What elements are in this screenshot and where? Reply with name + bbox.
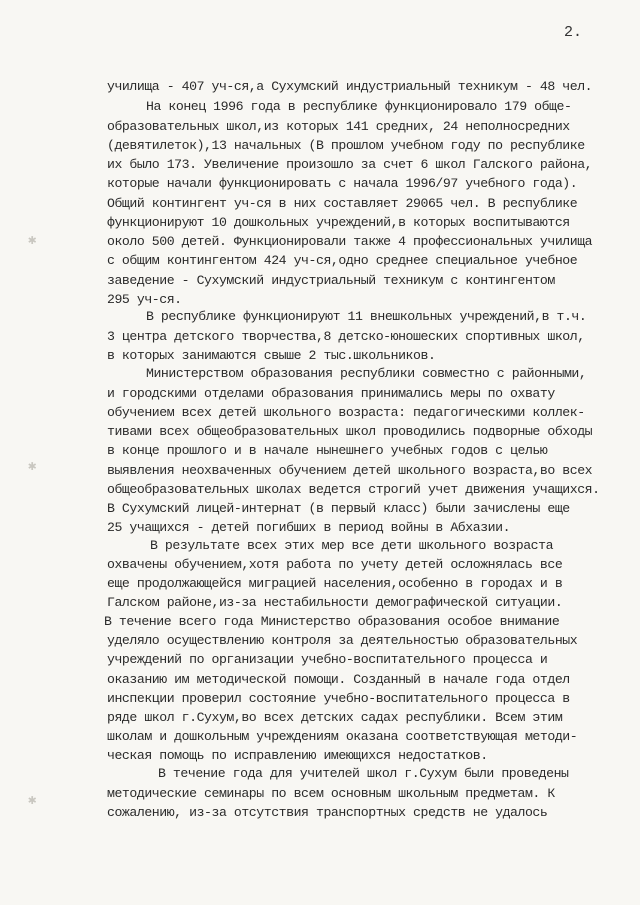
text-line: обучением всех детей школьного возраста: педагогическими коллек- — [107, 405, 585, 420]
text-line: выявления неохваченных обучением детей школьного возраста,во всех — [107, 463, 593, 478]
text-line: сожалению, из-за отсутствия транспортных средств не удалось — [107, 805, 548, 820]
text-line: около 500 детей. Функционировали также 4 профессиональных училища — [107, 234, 593, 249]
text-line: школам и дошкольным учреждениям оказана соответствующая методи- — [107, 729, 578, 744]
text-line: образовательных школ,из которых 141 средних, 24 неполносредних — [107, 119, 570, 134]
text-line: 295 уч-ся. — [107, 292, 182, 307]
punch-hole-mark: ✱ — [28, 793, 37, 809]
text-line: (девятилеток),13 начальных (В прошлом учебном году по республике — [107, 138, 585, 153]
text-line: Общий контингент уч-ся в них составляет 29065 чел. В республике — [107, 196, 578, 211]
text-line: в которых занимаются свыше 2 тыс.школьников. — [107, 348, 436, 363]
text-line: инспекции проверил состояние учебно-воспитательного процесса в — [107, 691, 570, 706]
text-line: оказанию им методической помощи. Созданный в начале года отдел — [107, 672, 570, 687]
text-line: тивами всех общеобразовательных школ проводились подворные обходы — [107, 424, 593, 439]
text-line: учреждений по организации учебно-воспитательного процесса и — [107, 652, 548, 667]
text-line: и городскими отделами образования принимались меры по охвату — [107, 386, 555, 401]
punch-hole-mark: ✱ — [28, 459, 37, 475]
text-line: В результате всех этих мер все дети школьного возраста — [150, 538, 554, 553]
text-line: В течение года для учителей школ г.Сухум были проведены — [158, 766, 569, 781]
text-line: охвачены обучением,хотя работа по учету детей осложнялась все — [107, 557, 563, 572]
text-line: 3 центра детского творчества,8 детско-юношеских спортивных школ, — [107, 329, 585, 344]
text-line: 25 учащихся - детей погибших в период войны в Абхазии. — [107, 520, 511, 535]
text-line: уделяло осуществлению контроля за деятельностью образовательных — [107, 633, 578, 648]
text-line: в конце прошлого и в начале нынешнего учебных годов с целью — [107, 443, 548, 458]
text-line: Галском районе,из-за нестабильности демографической ситуации. — [107, 595, 563, 610]
punch-hole-mark: ✱ — [28, 233, 37, 249]
text-line: методические семинары по всем основным школьным предметам. К — [107, 786, 555, 801]
text-line: общеобразовательных школах ведется строгий учет движения учащихся. — [107, 482, 600, 497]
text-line: заведение - Сухумский индустриальный техникум с контингентом — [107, 273, 555, 288]
text-line: их было 173. Увеличение произошло за счет 6 школ Галского района, — [107, 157, 593, 172]
text-line: ряде школ г.Сухум,во всех детских садах республики. Всем этим — [107, 710, 563, 725]
text-line: В республике функционируют 11 внешкольных учреждений,в т.ч. — [146, 309, 587, 324]
text-line: училища - 407 уч-ся,а Сухумский индустриальный техникум - 48 чел. — [107, 79, 593, 94]
page-number: 2. — [564, 24, 583, 41]
text-line: еще продолжающейся миграцией населения,особенно в городах и в — [107, 576, 563, 591]
text-line: которые начали функционировать с начала 1996/97 учебного года). — [107, 176, 578, 191]
text-line: В Сухумский лицей-интернат (в первый класс) были зачислены еще — [107, 501, 570, 516]
text-line: На конец 1996 года в республике функционировало 179 обще- — [146, 99, 572, 114]
text-line: с общим контингентом 424 уч-ся,одно среднее специальное учебное — [107, 253, 578, 268]
text-line: Министерством образования республики совместно с районными, — [146, 366, 587, 381]
text-line: ческая помощь по исправлению имеющихся недостатков. — [107, 748, 488, 763]
text-line: функционируют 10 дошкольных учреждений,в которых воспитываются — [107, 215, 570, 230]
text-line: В течение всего года Министерство образования особое внимание — [104, 614, 560, 629]
